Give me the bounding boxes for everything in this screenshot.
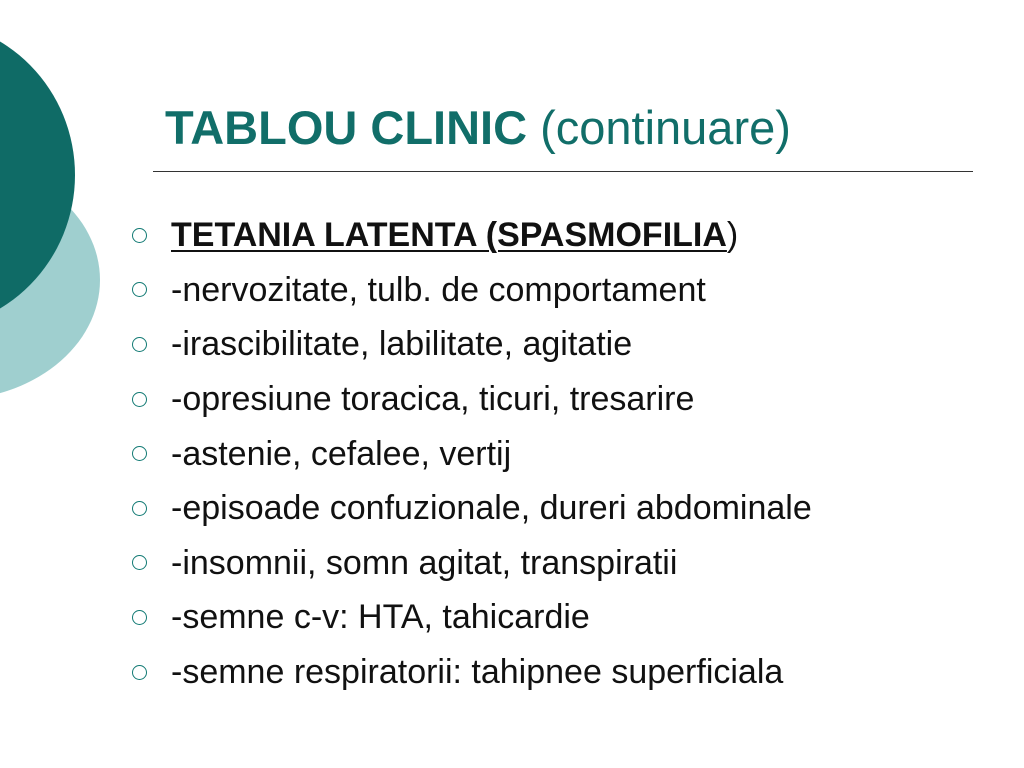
bullet-text (171, 215, 738, 255)
hollow-circle-bullet-icon (132, 665, 147, 680)
hollow-circle-bullet-icon (132, 392, 147, 407)
bullet-text: -semne c-v: HTA, tahicardie (171, 598, 590, 637)
bullet-text: -nervozitate, tulb. de comportament (171, 270, 706, 309)
bullet-item-heading (128, 208, 812, 263)
bullet-text: -semne respiratorii: tahipnee superficiala (171, 653, 784, 692)
hollow-circle-bullet-icon (132, 446, 147, 461)
hollow-circle-bullet-icon (132, 282, 147, 297)
title-divider (153, 171, 973, 172)
bullet-list (128, 208, 812, 699)
bullet-item (128, 645, 812, 700)
bullet-item (128, 263, 812, 318)
hollow-circle-bullet-icon (132, 337, 147, 352)
hollow-circle-bullet-icon (132, 555, 147, 570)
slide-title-sub: (continuare) (540, 101, 791, 154)
hollow-circle-bullet-icon (132, 610, 147, 625)
slide-title (165, 98, 791, 158)
bullet-text: -astenie, cefalee, vertij (171, 434, 512, 473)
slide-title-main: TABLOU CLINIC (165, 101, 528, 154)
bullet-item (128, 317, 812, 372)
bullet-item (128, 481, 812, 536)
bullet-item (128, 590, 812, 645)
hollow-circle-bullet-icon (132, 501, 147, 516)
bullet-item (128, 536, 812, 591)
bullet-text: -insomnii, somn agitat, transpiratii (171, 543, 678, 582)
bullet-item (128, 426, 812, 481)
bullet-item (128, 372, 812, 427)
bullet-heading-trailing: ) (726, 216, 739, 255)
bullet-text: -irascibilitate, labilitate, agitatie (171, 325, 633, 364)
bullet-text: -episoade confuzionale, dureri abdominale (171, 489, 812, 528)
bullet-heading-text: TETANIA LATENTA (SPASMOFILIA (171, 216, 727, 255)
bullet-text: -opresiune toracica, ticuri, tresarire (171, 380, 695, 419)
hollow-circle-bullet-icon (132, 228, 147, 243)
